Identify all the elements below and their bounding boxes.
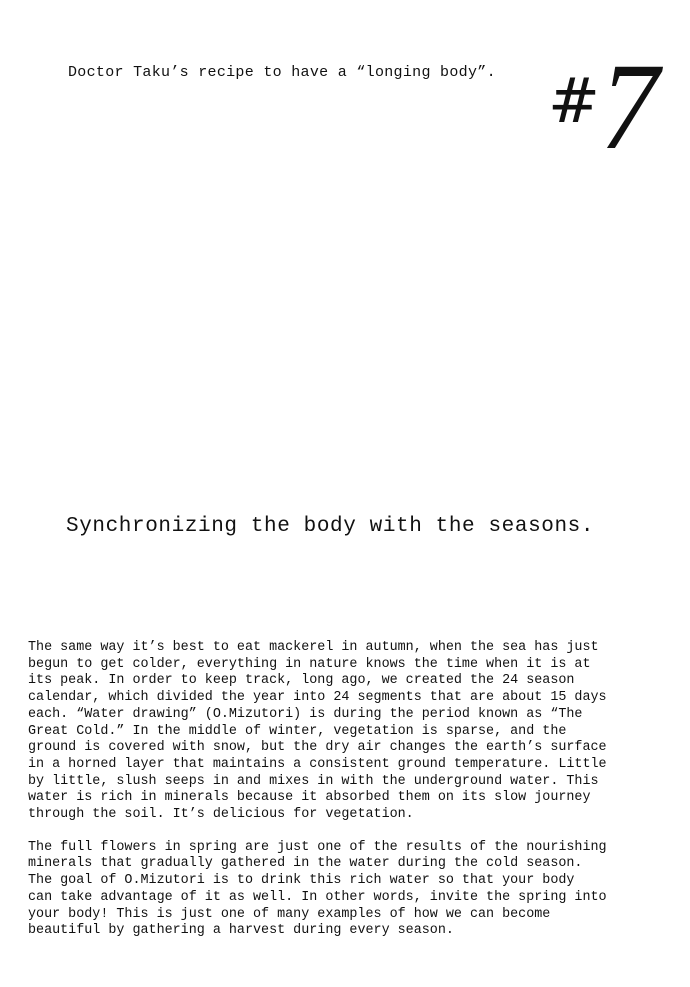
recipe-title: Doctor Taku’s recipe to have a “longing body”. xyxy=(68,64,496,81)
paragraph-2: The full flowers in spring are just one of the results of the nourishing minerals that gradually gathered in the water during the cold season. The goal of O.Mizutori is to drink this rich water so that your body can take advantage of it as well. In other words, invite the spring into your body! This is just one of many examples of how we can become beautiful by gathering a harvest during every season. xyxy=(28,839,607,939)
paragraph-1: The same way it’s best to eat mackerel in autumn, when the sea has just begun to get colder, everything in nature knows the time when it is at its peak. In order to keep track, long ago, we created the 24 season calendar, which divided the year into 24 segments that are about 15 days each. “Water drawing” (O.Mizutori) is during the period known as “The Great Cold.” In the middle of winter, vegetation is sparse, and the ground is covered with snow, but the dry air changes the earth’s surface in a horned layer that maintains a consistent ground temperature. Little by little, slush seeps in and mixes in with the underground water. This water is rich in minerals because it absorbed them on its slow journey through the soil. It’s delicious for vegetation. xyxy=(28,640,607,823)
chapter-digit: 7 xyxy=(599,37,659,176)
body-text xyxy=(28,640,668,956)
chapter-number xyxy=(548,37,659,176)
chapter-hash: # xyxy=(548,64,600,137)
section-title: Synchronizing the body with the seasons. xyxy=(66,515,595,538)
